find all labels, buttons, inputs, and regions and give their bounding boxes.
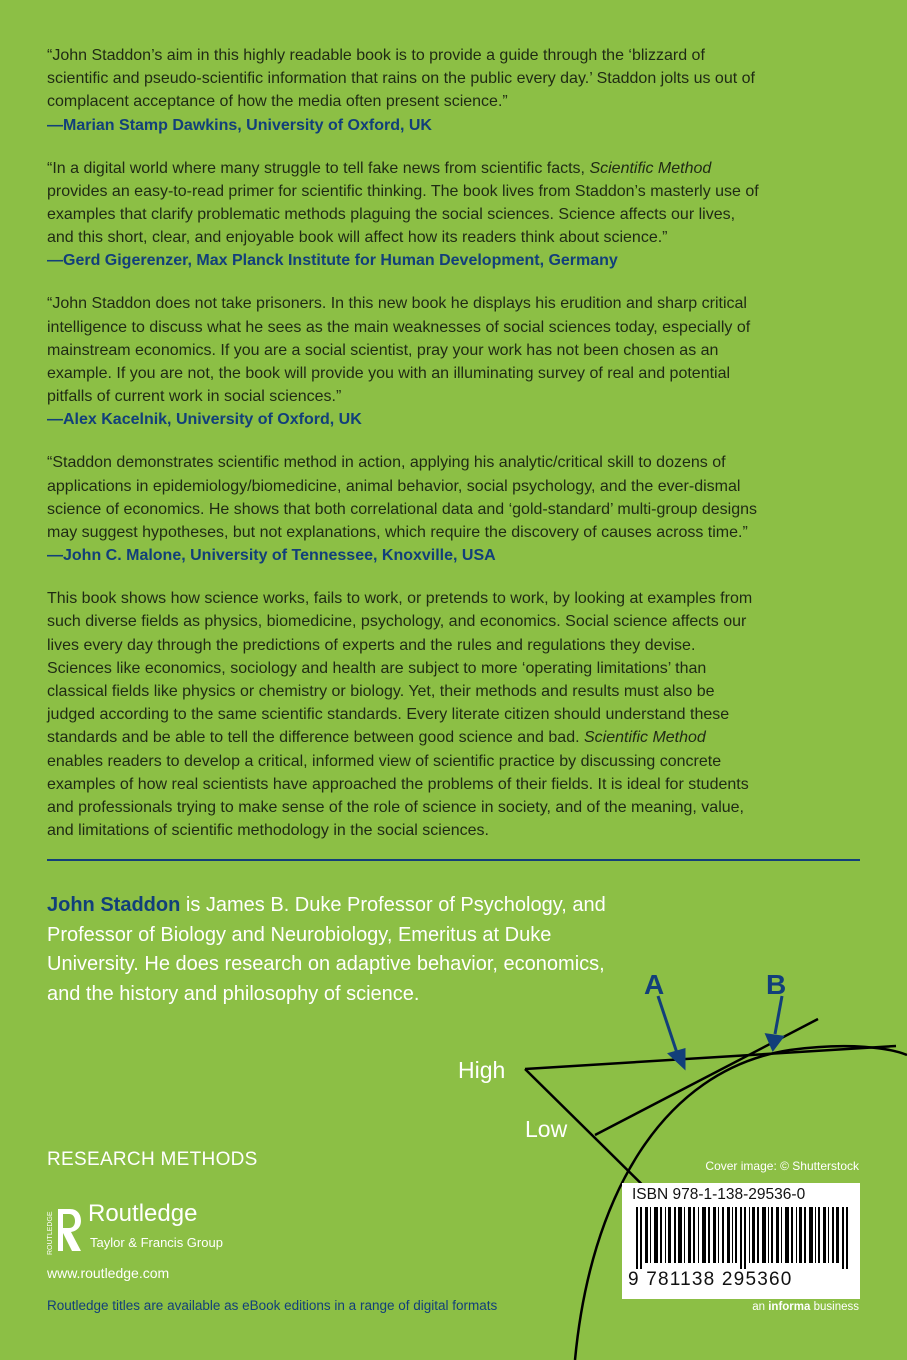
isbn-label: ISBN 978-1-138-29536-0 bbox=[632, 1186, 806, 1203]
book-description-title: Scientific Method bbox=[583, 729, 706, 747]
review-quote-4: “Staddon demonstrates scientific method in action, applying his analytic/critical skill to dozens of applications in epidemiology/biomedicine, animal behavior, social psychology, and the ever-dismal science of economics. He shows that both correlational data and ‘gold-standard’ multi-group designs may suggest hypotheses, but not explanations, which require the discovery of causes across time.” bbox=[47, 454, 758, 542]
review-author-2: —Gerd Gigerenzer, Max Planck Institute for Human Development, Germany bbox=[47, 252, 618, 270]
barcode-box bbox=[622, 1183, 860, 1299]
author-name: John Staddon bbox=[47, 894, 181, 916]
reviews-section bbox=[47, 44, 759, 842]
review-quote-2-part2: provides an easy-to-read primer for scientific thinking. The book lives from Staddon’s masterly use of examples that clarify problematic methods plaguing the social sciences. Science affects our lives, and this short, clear, and enjoyable book will affect how its readers think about science.” bbox=[47, 182, 759, 247]
publisher-group: Taylor & Francis Group bbox=[90, 1235, 223, 1250]
series-label: RESEARCH METHODS bbox=[47, 1149, 258, 1170]
cover-credit: Cover image: © Shutterstock bbox=[705, 1159, 859, 1173]
review-quote-1: “John Staddon’s aim in this highly readable book is to provide a guide through the ‘blizzard of scientific and pseudo-scientific information that rains on the public every day.’ Staddon jolts us out of complacent acceptance of how the media often present science.” bbox=[47, 47, 755, 111]
ebook-note: Routledge titles are available as eBook editions in a range of digital formats bbox=[47, 1298, 498, 1313]
informa-brand: informa bbox=[768, 1301, 811, 1313]
review-author-4: —John C. Malone, University of Tennessee, Knoxville, USA bbox=[47, 547, 496, 565]
book-description-part2: enables readers to develop a critical, informed view of scientific practice by discussing concrete examples of how real scientists have approached the problems of their fields. It is ideal for students and professionals trying to make sense of the role of science in society, and of the meaning, value, and limitations of scientific methodology in the social sciences. bbox=[47, 752, 749, 840]
review-quote-2 bbox=[47, 157, 759, 250]
publisher-name: Routledge bbox=[88, 1200, 198, 1227]
publisher-logo bbox=[44, 1200, 244, 1259]
informa-suffix: business bbox=[810, 1301, 859, 1313]
isbn-digits: 9 781138 295360 bbox=[628, 1269, 793, 1290]
book-description bbox=[47, 587, 759, 842]
diagram-label-a: A bbox=[644, 969, 665, 1000]
diagram-label-high: High bbox=[458, 1057, 506, 1083]
publisher-url[interactable]: www.routledge.com bbox=[47, 1265, 170, 1281]
routledge-logo-icon bbox=[44, 1203, 84, 1259]
diagram-line-tangent-upper bbox=[525, 1046, 896, 1069]
informa-note bbox=[752, 1301, 859, 1313]
arrow-b-head bbox=[767, 1035, 782, 1049]
diagram-label-low: Low bbox=[525, 1116, 568, 1142]
review-quote-3: “John Staddon does not take prisoners. In this new book he displays his erudition and sharp critical intelligence to discuss what he sees as the main weaknesses of social sciences today, especially of mainstream economics. If you are a social scientist, pray your work has not been chosen as an example. If you are not, the book will provide you with an illuminating survey of real and potential pitfalls of current work in social sciences.” bbox=[47, 295, 751, 406]
review-quote-2-title: Scientific Method bbox=[589, 159, 712, 177]
diagram-label-b: B bbox=[766, 969, 787, 1000]
barcode-icon bbox=[636, 1207, 848, 1269]
arrow-b-shaft bbox=[775, 996, 782, 1034]
arrow-a-head bbox=[670, 1050, 684, 1067]
review-author-3: —Alex Kacelnik, University of Oxford, UK bbox=[47, 411, 362, 429]
informa-prefix: an bbox=[752, 1301, 769, 1313]
review-author-1: —Marian Stamp Dawkins, University of Oxford, UK bbox=[47, 116, 432, 134]
book-description-part1: This book shows how science works, fails to work, or pretends to work, by looking at examples from such diverse fields as physics, biomedicine, psychology, and economics. Social science affects our lives every day through the predictions of experts and the rules and regulations they devise. Sciences like economics, sociology and health are subject to more ‘operating limitations’ than classical fields like physics or chemistry or biology. Yet, their methods and results must also be judged according to the same scientific standards. Every literate citizen should understand these standards and be able to tell the difference between good science and bad. bbox=[47, 590, 753, 747]
routledge-vertical-text: ROUTLEDGE bbox=[47, 1211, 54, 1255]
arrow-a-shaft bbox=[658, 996, 677, 1053]
diagram-line-low bbox=[595, 1019, 818, 1135]
section-divider bbox=[47, 859, 860, 861]
review-quote-2-part1: “In a digital world where many struggle to tell fake news from scientific facts, bbox=[47, 159, 590, 177]
author-bio-text: is James B. Duke Professor of Psychology, and Professor of Biology and Neurobiology, Emeritus at Duke University. He does research on adaptive behavior, economics, and the history and philosophy of science. bbox=[47, 894, 606, 1005]
